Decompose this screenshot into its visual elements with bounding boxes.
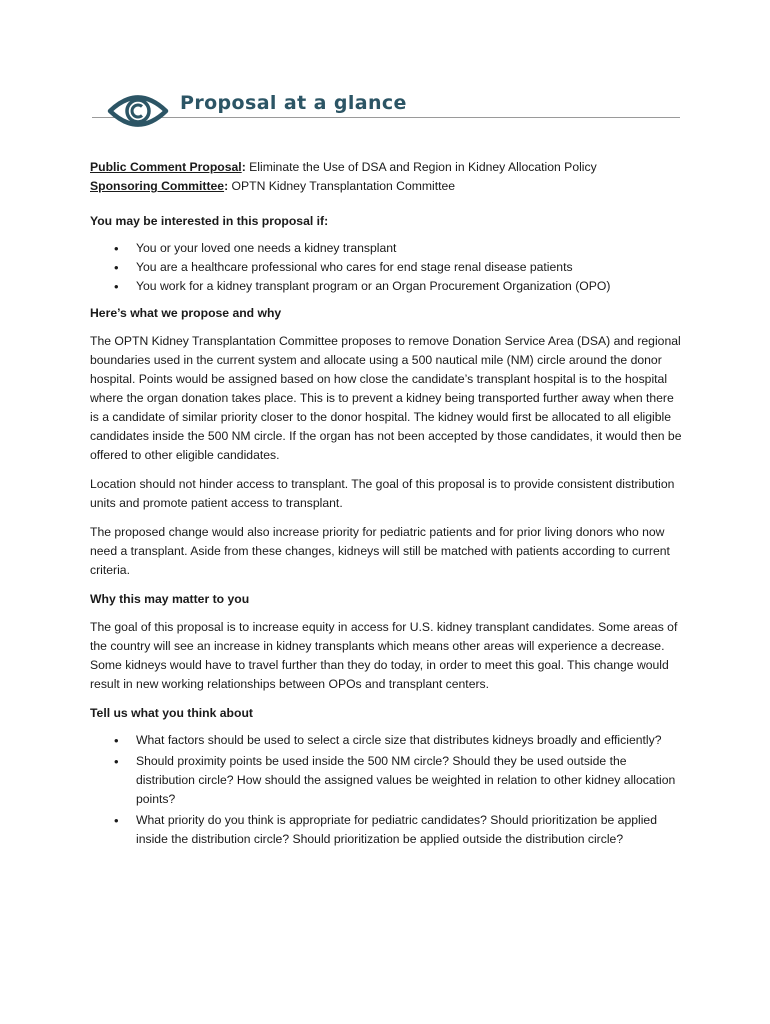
list-item: • You or your loved one needs a kidney transplant [90, 239, 684, 258]
committee-label: Sponsoring Committee [90, 179, 225, 193]
propose-paragraph-2: Location should not hinder access to transplant. The goal of this proposal is to provide consistent distribution units and promote patient access to transplant. [90, 477, 675, 510]
propose-heading: Here’s what we propose and why [90, 306, 282, 320]
proposal-line: Public Comment Proposal: Eliminate the Use of DSA and Region in Kidney Allocation Policy [90, 160, 597, 174]
list-item: • What factors should be used to select a circle size that distributes kidneys broadly and efficiently? [90, 731, 684, 750]
committee-line: Sponsoring Committee: OPTN Kidney Transplantation Committee [90, 179, 456, 193]
document-body [90, 158, 684, 851]
proposal-label: Public Comment Proposal [90, 160, 242, 174]
list-item: • You work for a kidney transplant program or an Organ Procurement Organization (OPO) [90, 277, 684, 296]
propose-paragraph-1: The OPTN Kidney Transplantation Committee proposes to remove Donation Service Area (DSA) and regional boundaries used in the current system and allocate using a 500 nautical mile (NM) circle around the donor hospital. Points would be assigned based on how close the candidate’s transplant hospital is to the hospital where the organ donation takes place. This is to prevent a kidney being transported further away when there is a candidate of similar priority closer to the donor hospital. The kidney would first be allocated to all eligible candidates inside the 500 NM circle. If the organ has not been accepted by those candidates, it would then be offered to other eligible candidates. [90, 334, 682, 462]
tell-heading: Tell us what you think about [90, 706, 253, 720]
list-item: • You are a healthcare professional who cares for end stage renal disease patients [90, 258, 684, 277]
interest-heading: You may be interested in this proposal if: [90, 214, 329, 228]
committee-value: OPTN Kidney Transplantation Committee [231, 179, 456, 193]
list-item: • Should proximity points be used inside the 500 NM circle? Should they be used outside the distribution circle? How should the assigned values be weighted in relation to other kidney allocation points? [90, 752, 684, 809]
tell-list [90, 731, 684, 849]
page-title: Proposal at a glance [180, 92, 407, 114]
matter-heading: Why this may matter to you [90, 592, 250, 606]
header-rule [92, 117, 680, 118]
matter-paragraph: The goal of this proposal is to increase equity in access for U.S. kidney transplant candidates. Some areas of the country will see an increase in kidney transplants which means other areas will experience a decrease. Some kidneys would have to travel further than they do today, in order to meet this goal. This change would result in new working relationships between OPOs and transplant centers. [90, 620, 678, 691]
interest-list [90, 239, 684, 296]
proposal-value: Eliminate the Use of DSA and Region in Kidney Allocation Policy [249, 160, 597, 174]
page-header [92, 84, 680, 130]
list-item: • What priority do you think is appropriate for pediatric candidates? Should prioritization be applied inside the distribution circle? Should prioritization be applied outside the distribution circle? [90, 811, 684, 849]
propose-paragraph-3: The proposed change would also increase priority for pediatric patients and for prior living donors who now need a transplant. Aside from these changes, kidneys will still be matched with patients according to current criteria. [90, 525, 670, 577]
eye-icon [106, 90, 170, 132]
